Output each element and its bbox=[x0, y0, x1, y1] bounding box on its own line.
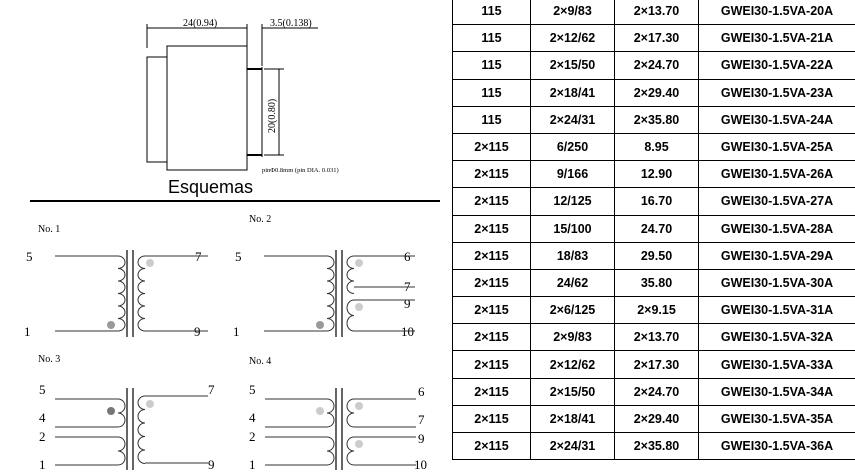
no-load-voltage-cell: 12.90 bbox=[615, 161, 699, 188]
pin-label: 9 bbox=[194, 324, 201, 339]
model-number-cell: GWEI30-1.5VA-31A bbox=[699, 297, 855, 324]
table-row bbox=[453, 79, 855, 106]
secondary-voltage-current-cell: 9/166 bbox=[531, 161, 615, 188]
schematic-no-2 bbox=[233, 214, 415, 339]
table-row bbox=[453, 25, 855, 52]
model-number-cell: GWEI30-1.5VA-22A bbox=[699, 52, 855, 79]
pin-label: 7 bbox=[208, 382, 215, 397]
no-load-voltage-cell: 2×24.70 bbox=[615, 378, 699, 405]
pin-label: 9 bbox=[208, 457, 215, 472]
primary-voltage-cell: 115 bbox=[453, 0, 531, 25]
primary-voltage-cell: 2×115 bbox=[453, 215, 531, 242]
no-load-voltage-cell: 16.70 bbox=[615, 188, 699, 215]
schematic-no-3 bbox=[38, 354, 215, 472]
no-load-voltage-cell: 2×9.15 bbox=[615, 297, 699, 324]
pin-label: 1 bbox=[24, 324, 31, 339]
pin-label: 7 bbox=[404, 279, 411, 294]
table-row bbox=[453, 269, 855, 296]
table-row bbox=[453, 161, 855, 188]
table-row bbox=[453, 106, 855, 133]
secondary-voltage-current-cell: 2×15/50 bbox=[531, 52, 615, 79]
model-number-cell: GWEI30-1.5VA-20A bbox=[699, 0, 855, 25]
section-title: Esquemas bbox=[168, 177, 254, 197]
model-number-cell: GWEI30-1.5VA-32A bbox=[699, 324, 855, 351]
no-load-voltage-cell: 2×35.80 bbox=[615, 106, 699, 133]
secondary-voltage-current-cell: 2×12/62 bbox=[531, 351, 615, 378]
model-number-cell: GWEI30-1.5VA-24A bbox=[699, 106, 855, 133]
model-table-wrap bbox=[452, 0, 855, 460]
secondary-voltage-current-cell: 2×12/62 bbox=[531, 25, 615, 52]
model-number-cell: GWEI30-1.5VA-33A bbox=[699, 351, 855, 378]
dimension-drawing bbox=[147, 24, 318, 170]
table-row bbox=[453, 324, 855, 351]
pin-label: 7 bbox=[195, 249, 202, 264]
model-number-cell: GWEI30-1.5VA-26A bbox=[699, 161, 855, 188]
primary-voltage-cell: 2×115 bbox=[453, 161, 531, 188]
model-number-cell: GWEI30-1.5VA-34A bbox=[699, 378, 855, 405]
pin-label: 5 bbox=[249, 382, 256, 397]
primary-voltage-cell: 115 bbox=[453, 106, 531, 133]
pin-offset-label: 3.5(0.138) bbox=[270, 18, 312, 29]
pin-label: 1 bbox=[249, 457, 256, 472]
no-load-voltage-cell: 24.70 bbox=[615, 215, 699, 242]
secondary-voltage-current-cell: 2×6/125 bbox=[531, 297, 615, 324]
primary-voltage-cell: 2×115 bbox=[453, 269, 531, 296]
table-row bbox=[453, 242, 855, 269]
schematic-title: No. 2 bbox=[249, 214, 272, 225]
pin-label: 9 bbox=[404, 296, 411, 311]
pin-label: 5 bbox=[39, 382, 46, 397]
pin-label: 2 bbox=[39, 429, 46, 444]
pin-label: 7 bbox=[418, 412, 425, 427]
secondary-voltage-current-cell: 2×9/83 bbox=[531, 0, 615, 25]
secondary-voltage-current-cell: 2×18/41 bbox=[531, 405, 615, 432]
height-dimension-label: 20(0.80) bbox=[267, 98, 278, 133]
table-row bbox=[453, 351, 855, 378]
table-row bbox=[453, 52, 855, 79]
no-load-voltage-cell: 35.80 bbox=[615, 269, 699, 296]
table-row bbox=[453, 215, 855, 242]
model-number-cell: GWEI30-1.5VA-23A bbox=[699, 79, 855, 106]
model-number-cell: GWEI30-1.5VA-29A bbox=[699, 242, 855, 269]
no-load-voltage-cell: 2×24.70 bbox=[615, 52, 699, 79]
primary-voltage-cell: 2×115 bbox=[453, 133, 531, 160]
no-load-voltage-cell: 29.50 bbox=[615, 242, 699, 269]
no-load-voltage-cell: 2×35.80 bbox=[615, 433, 699, 460]
primary-voltage-cell: 2×115 bbox=[453, 188, 531, 215]
model-number-cell: GWEI30-1.5VA-27A bbox=[699, 188, 855, 215]
primary-voltage-cell: 2×115 bbox=[453, 378, 531, 405]
model-number-cell: GWEI30-1.5VA-28A bbox=[699, 215, 855, 242]
pin-label: 4 bbox=[249, 410, 256, 425]
primary-voltage-cell: 2×115 bbox=[453, 324, 531, 351]
no-load-voltage-cell: 2×17.30 bbox=[615, 351, 699, 378]
model-number-cell: GWEI30-1.5VA-35A bbox=[699, 405, 855, 432]
pin-note-label: pinΦ0.8mm (pin DIA. 0.031) bbox=[262, 167, 339, 174]
no-load-voltage-cell: 2×17.30 bbox=[615, 25, 699, 52]
pin-label: 6 bbox=[404, 249, 411, 264]
pin-label: 5 bbox=[235, 249, 242, 264]
pin-label: 9 bbox=[418, 431, 425, 446]
no-load-voltage-cell: 8.95 bbox=[615, 133, 699, 160]
pin-label: 10 bbox=[414, 457, 427, 472]
secondary-voltage-current-cell: 12/125 bbox=[531, 188, 615, 215]
pin-label: 6 bbox=[418, 384, 425, 399]
schematic-title: No. 1 bbox=[38, 224, 61, 235]
primary-voltage-cell: 115 bbox=[453, 25, 531, 52]
no-load-voltage-cell: 2×29.40 bbox=[615, 79, 699, 106]
schematic-title: No. 3 bbox=[38, 354, 61, 365]
table-row bbox=[453, 405, 855, 432]
model-table bbox=[452, 0, 855, 460]
primary-voltage-cell: 2×115 bbox=[453, 405, 531, 432]
width-dimension-label: 24(0.94) bbox=[183, 18, 218, 29]
secondary-voltage-current-cell: 18/83 bbox=[531, 242, 615, 269]
table-row bbox=[453, 433, 855, 460]
pin-label: 2 bbox=[249, 429, 256, 444]
pin-label: 1 bbox=[233, 324, 240, 339]
secondary-voltage-current-cell: 6/250 bbox=[531, 133, 615, 160]
primary-voltage-cell: 2×115 bbox=[453, 297, 531, 324]
model-number-cell: GWEI30-1.5VA-21A bbox=[699, 25, 855, 52]
pin-label: 10 bbox=[401, 324, 414, 339]
primary-voltage-cell: 115 bbox=[453, 79, 531, 106]
primary-voltage-cell: 115 bbox=[453, 52, 531, 79]
primary-voltage-cell: 2×115 bbox=[453, 433, 531, 460]
model-number-cell: GWEI30-1.5VA-25A bbox=[699, 133, 855, 160]
model-number-cell: GWEI30-1.5VA-36A bbox=[699, 433, 855, 460]
no-load-voltage-cell: 2×13.70 bbox=[615, 0, 699, 25]
pin-label: 5 bbox=[26, 249, 33, 264]
pin-label: 4 bbox=[39, 410, 46, 425]
secondary-voltage-current-cell: 24/62 bbox=[531, 269, 615, 296]
secondary-voltage-current-cell: 2×9/83 bbox=[531, 324, 615, 351]
table-row bbox=[453, 0, 855, 25]
primary-voltage-cell: 2×115 bbox=[453, 351, 531, 378]
schematic-no-4 bbox=[249, 356, 427, 472]
schematic-no-1 bbox=[24, 224, 208, 339]
model-number-cell: GWEI30-1.5VA-30A bbox=[699, 269, 855, 296]
secondary-voltage-current-cell: 2×15/50 bbox=[531, 378, 615, 405]
secondary-voltage-current-cell: 15/100 bbox=[531, 215, 615, 242]
primary-voltage-cell: 2×115 bbox=[453, 242, 531, 269]
secondary-voltage-current-cell: 2×24/31 bbox=[531, 106, 615, 133]
pin-label: 1 bbox=[39, 457, 46, 472]
secondary-voltage-current-cell: 2×18/41 bbox=[531, 79, 615, 106]
secondary-voltage-current-cell: 2×24/31 bbox=[531, 433, 615, 460]
table-row bbox=[453, 133, 855, 160]
no-load-voltage-cell: 2×29.40 bbox=[615, 405, 699, 432]
schematic-title: No. 4 bbox=[249, 356, 272, 367]
no-load-voltage-cell: 2×13.70 bbox=[615, 324, 699, 351]
table-row bbox=[453, 188, 855, 215]
table-row bbox=[453, 378, 855, 405]
table-row bbox=[453, 297, 855, 324]
